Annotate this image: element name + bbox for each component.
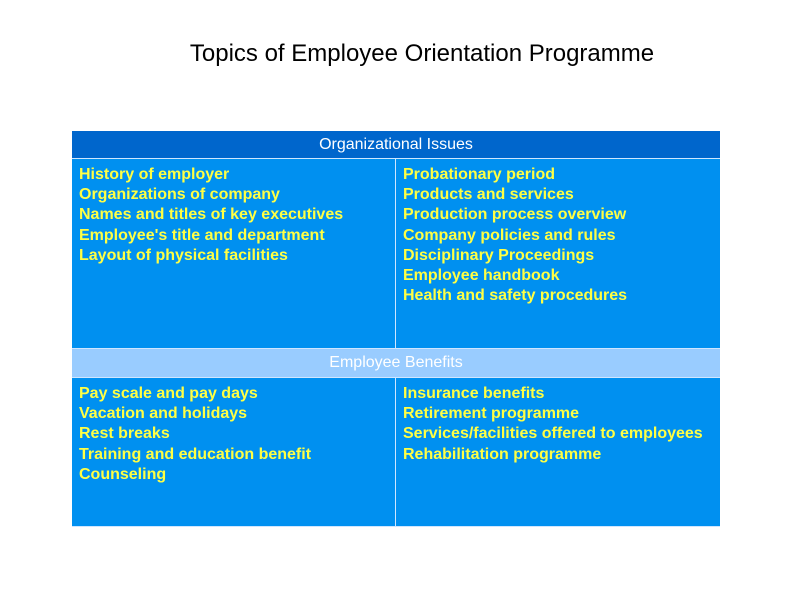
list-item: Training and education benefit [79,445,312,463]
list-item: Employee's title and department [79,226,325,244]
section-header-organizational-issues: Organizational Issues [72,131,720,159]
list-item: Vacation and holidays [79,405,248,423]
page-title: Topics of Employee Orientation Programme [189,40,655,67]
topics-table [72,131,720,527]
table-row [72,159,720,349]
list-item: Rest breaks [79,425,170,443]
list-item: Health and safety procedures [403,287,628,305]
list-item: Probationary period [403,166,556,183]
list-item: Names and titles of key executives [79,206,344,224]
list-item: Counseling [79,465,167,483]
list-item: Company policies and rules [403,226,616,244]
list-item: Organizations of company [79,186,280,204]
list-item: Retirement programme [403,405,580,423]
list-item: Pay scale and pay days [79,385,258,402]
list-item: History of employer [79,166,230,183]
list-item: Products and services [403,186,574,204]
list-item: Insurance benefits [403,385,545,402]
list-item: Disciplinary Proceedings [403,246,595,264]
list-cell [396,378,720,526]
list-item: Employee handbook [403,267,560,285]
list-item: Production process overview [403,206,627,224]
table-row [72,378,720,527]
section-header-employee-benefits: Employee Benefits [72,349,720,378]
list-cell [72,159,396,348]
list-cell [396,159,720,348]
list-cell [72,378,396,526]
list-item: Services/facilities offered to employees [403,425,703,443]
list-item: Rehabilitation programme [403,445,602,463]
list-item: Layout of physical facilities [79,246,288,264]
